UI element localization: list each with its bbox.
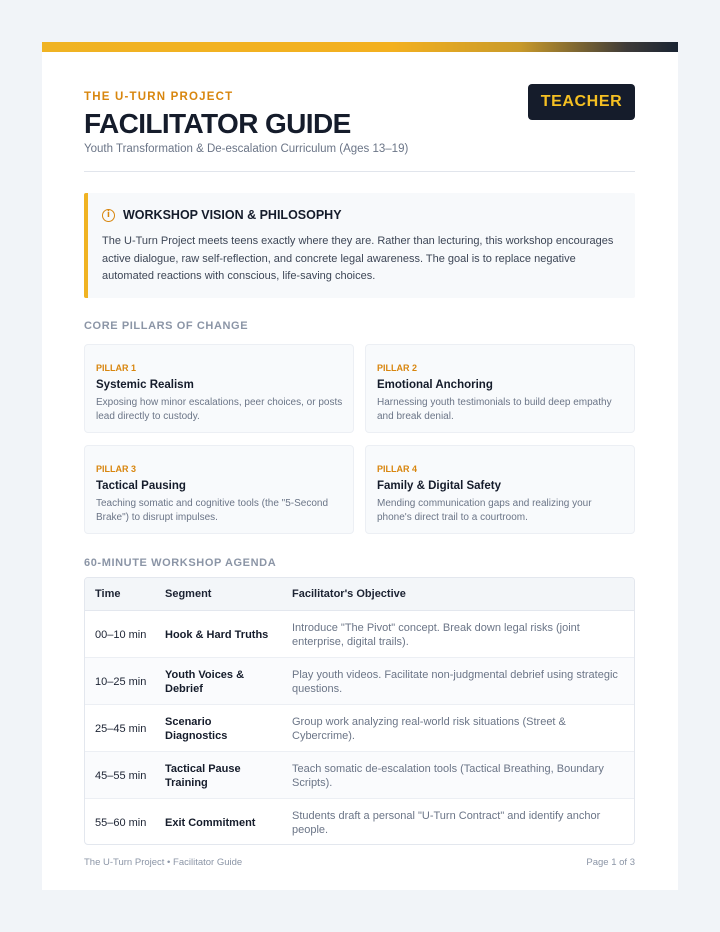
segment-cell: Hook & Hard Truths (165, 628, 269, 641)
vision-title: WORKSHOP VISION & PHILOSOPHY (123, 208, 342, 222)
vision-callout (84, 193, 635, 298)
time-cell: 10–25 min (95, 675, 147, 688)
pillar-tag: PILLAR 1 (96, 363, 137, 373)
objective-cell: Introduce "The Pivot" concept. Break down legal risks (joint enterprise, digital trails). (292, 621, 580, 648)
pillar-title: Family & Digital Safety (377, 480, 501, 492)
time-cell: 55–60 min (95, 816, 147, 829)
column-header-segment: Segment (165, 588, 212, 600)
agenda-table-header (85, 578, 635, 611)
footer-page-number: Page 1 of 3 (586, 857, 635, 868)
pillars-section-label: CORE PILLARS OF CHANGE (84, 320, 249, 332)
pillar-title: Emotional Anchoring (377, 379, 493, 391)
pillar-card (84, 344, 354, 433)
pillar-card (365, 445, 635, 534)
objective-cell: Play youth videos. Facilitate non-judgmental debrief using strategic questions. (292, 668, 618, 695)
pillar-card (365, 344, 635, 433)
segment-cell: Tactical Pause Training (165, 762, 241, 789)
segment-cell: Youth Voices & Debrief (165, 668, 245, 695)
agenda-section-label: 60-MINUTE WORKSHOP AGENDA (84, 557, 277, 569)
objective-cell: Group work analyzing real-world risk situations (Street & Cybercrime). (292, 715, 566, 742)
document-page (42, 42, 678, 890)
objective-cell: Students draft a personal "U-Turn Contract" and identify anchor people. (292, 809, 601, 836)
objective-cell: Teach somatic de-escalation tools (Tactical Breathing, Boundary Scripts). (292, 762, 604, 789)
pillar-title: Tactical Pausing (96, 480, 186, 492)
page-subtitle: Youth Transformation & De-escalation Curriculum (Ages 13–19) (84, 143, 409, 155)
pillar-card (84, 445, 354, 534)
table-row (85, 705, 635, 752)
segment-cell: Scenario Diagnostics (165, 715, 228, 742)
pillar-tag: PILLAR 3 (96, 464, 137, 474)
pillar-description: Mending communication gaps and realizing your phone's direct trail to a courtroom. (377, 498, 592, 523)
vision-body: The U-Turn Project meets teens exactly where they are. Rather than lecturing, this workshop encourages active dialogue, raw self-reflection, and concrete legal awareness. The goal is to replace negative automated reactions with conscious, life-saving choices. (102, 235, 614, 282)
agenda-table (84, 577, 635, 845)
pillar-tag: PILLAR 2 (377, 363, 418, 373)
table-row (85, 658, 635, 705)
header-divider (84, 171, 635, 172)
time-cell: 25–45 min (95, 722, 147, 735)
column-header-time: Time (95, 588, 121, 600)
segment-cell: Exit Commitment (165, 816, 256, 829)
column-header-objective: Facilitator's Objective (292, 588, 406, 600)
page-title: FACILITATOR GUIDE (84, 108, 351, 139)
teacher-badge: TEACHER (528, 84, 635, 120)
project-kicker: THE U-TURN PROJECT (84, 91, 234, 103)
table-row (85, 752, 635, 799)
pillar-title: Systemic Realism (96, 379, 194, 391)
pillar-description: Teaching somatic and cognitive tools (the "5-Second Brake") to disrupt impulses. (96, 498, 329, 523)
info-circle-icon: i (102, 209, 115, 222)
pillar-tag: PILLAR 4 (377, 464, 418, 474)
table-row (85, 799, 635, 845)
footer-document-title: The U-Turn Project • Facilitator Guide (84, 857, 243, 868)
accent-gradient-bar (42, 42, 678, 52)
table-row (85, 611, 635, 658)
pillar-description: Exposing how minor escalations, peer choices, or posts lead directly to custody. (96, 397, 343, 422)
time-cell: 00–10 min (95, 628, 147, 641)
time-cell: 45–55 min (95, 769, 147, 782)
pillar-description: Harnessing youth testimonials to build deep empathy and break denial. (377, 397, 612, 422)
vision-header (102, 208, 342, 222)
